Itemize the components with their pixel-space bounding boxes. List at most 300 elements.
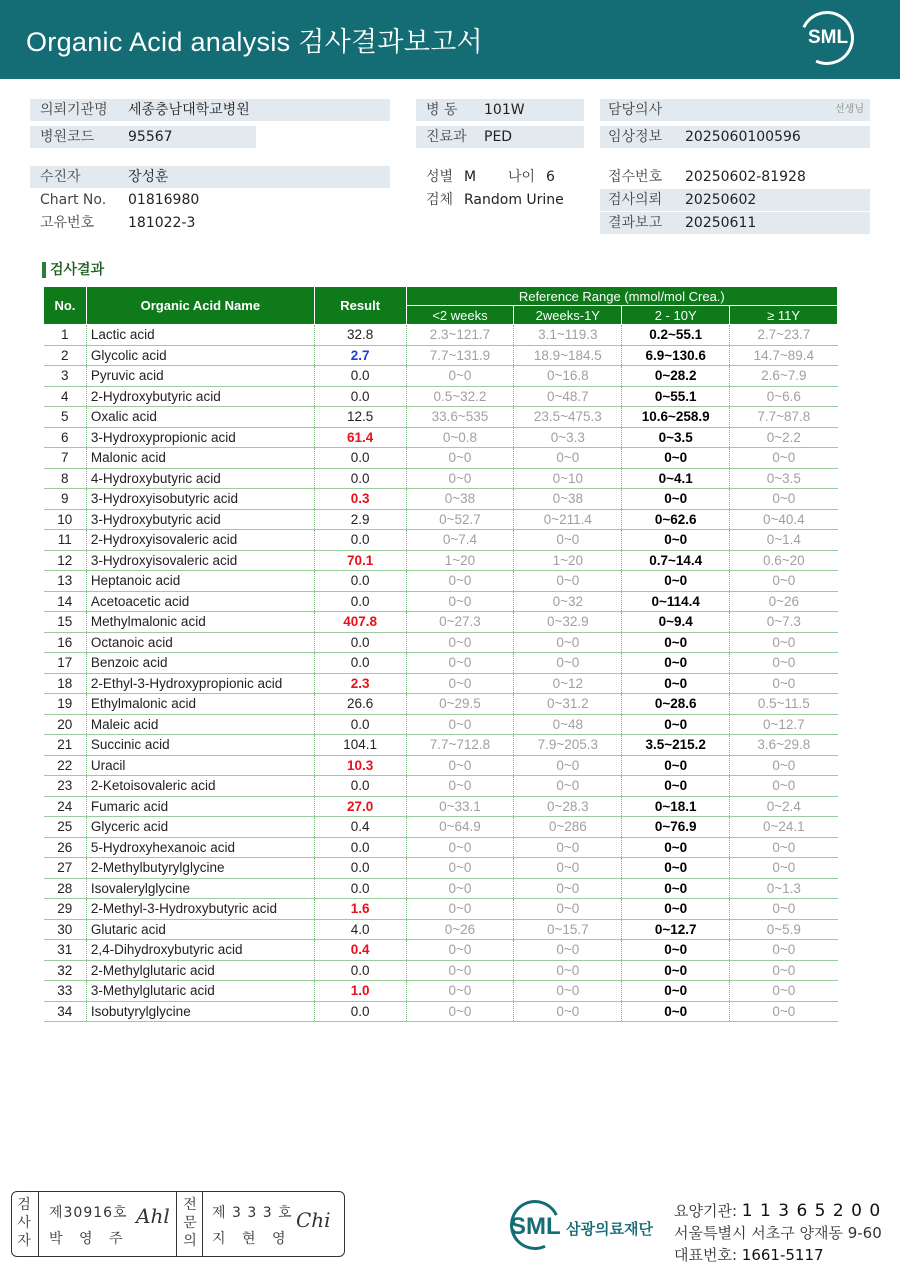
institution-field — [30, 99, 390, 121]
range-2-10y: 0.7~14.4 — [622, 550, 730, 571]
footer-code-label: 요양기관: — [674, 1202, 738, 1220]
row-number: 3 — [44, 366, 87, 387]
result-value: 0.0 — [314, 653, 406, 674]
uid-label: 고유번호 — [40, 215, 95, 231]
range-2-10y: 0~0 — [622, 940, 730, 961]
range-2w1y: 0~48.7 — [514, 386, 622, 407]
range-2-10y: 0~0 — [622, 899, 730, 920]
range-2w1y: 0~0 — [514, 653, 622, 674]
result-value: 104.1 — [314, 735, 406, 756]
clinical-field — [600, 126, 870, 148]
range-lt2w: 7.7~712.8 — [406, 735, 514, 756]
dept-field — [416, 126, 584, 148]
acid-name: 2,4-Dihydroxybutyric acid — [86, 940, 314, 961]
col-range-lt2w: <2 weeks — [406, 306, 514, 325]
range-2w1y: 0~38 — [514, 489, 622, 510]
result-value: 0.0 — [314, 960, 406, 981]
range-ge11y: 0~1.4 — [730, 530, 838, 551]
range-2-10y: 0~0 — [622, 776, 730, 797]
tester-name: 박 영 주 — [49, 1231, 129, 1247]
range-lt2w: 33.6~535 — [406, 407, 514, 428]
row-number: 26 — [44, 837, 87, 858]
acid-name: 2-Methylbutyrylglycine — [86, 858, 314, 879]
row-number: 6 — [44, 427, 87, 448]
table-row — [44, 694, 838, 715]
report-title: Organic Acid analysis 검사결과보고서 — [26, 27, 483, 57]
range-lt2w: 0~0 — [406, 940, 514, 961]
range-2w1y: 0~0 — [514, 858, 622, 879]
table-row — [44, 981, 838, 1002]
range-2w1y: 0~48 — [514, 714, 622, 735]
acid-name: Heptanoic acid — [86, 571, 314, 592]
range-2w1y: 0~16.8 — [514, 366, 622, 387]
specimen-label: 검체 — [426, 192, 454, 208]
acid-name: 2-Hydroxybutyric acid — [86, 386, 314, 407]
acid-name: 2-Ketoisovaleric acid — [86, 776, 314, 797]
doctor-field — [600, 99, 870, 121]
table-row — [44, 612, 838, 633]
range-2-10y: 0~0 — [622, 1001, 730, 1022]
row-number: 2 — [44, 345, 87, 366]
dept-value: PED — [484, 129, 513, 145]
table-row — [44, 714, 838, 735]
footer-org-name: 삼광의료재단 — [566, 1220, 653, 1238]
range-ge11y: 7.7~87.8 — [730, 407, 838, 428]
range-ge11y: 0~40.4 — [730, 509, 838, 530]
table-row — [44, 960, 838, 981]
ward-label: 병 동 — [426, 102, 458, 118]
result-value: 0.3 — [314, 489, 406, 510]
range-lt2w: 0~0 — [406, 981, 514, 1002]
result-value: 27.0 — [314, 796, 406, 817]
range-2w1y: 0~0 — [514, 940, 622, 961]
range-ge11y: 3.6~29.8 — [730, 735, 838, 756]
report-date-value: 20250611 — [685, 215, 757, 231]
acid-name: 3-Hydroxybutyric acid — [86, 509, 314, 530]
result-value: 0.0 — [314, 571, 406, 592]
range-ge11y: 0~0 — [730, 673, 838, 694]
acid-name: Lactic acid — [86, 325, 314, 346]
acid-name: 2-Ethyl-3-Hydroxypropionic acid — [86, 673, 314, 694]
range-ge11y: 2.7~23.7 — [730, 325, 838, 346]
range-2w1y: 3.1~119.3 — [514, 325, 622, 346]
acid-name: Fumaric acid — [86, 796, 314, 817]
result-value: 0.0 — [314, 468, 406, 489]
footer-address: 서울특별시 서초구 양재동 9-60 — [674, 1224, 882, 1242]
tester-label — [14, 1196, 34, 1250]
specialist-license: 제 3 3 3 호 — [212, 1205, 293, 1221]
acid-name: 5-Hydroxyhexanoic acid — [86, 837, 314, 858]
result-value: 1.0 — [314, 981, 406, 1002]
row-number: 13 — [44, 571, 87, 592]
result-value: 0.0 — [314, 858, 406, 879]
request-label: 검사의뢰 — [608, 192, 663, 208]
sex-age-field — [416, 166, 596, 188]
range-2-10y: 3.5~215.2 — [622, 735, 730, 756]
row-number: 5 — [44, 407, 87, 428]
patient-value: 장성훈 — [128, 169, 169, 185]
range-lt2w: 0~0.8 — [406, 427, 514, 448]
footer-phone — [674, 1244, 824, 1265]
range-lt2w: 2.3~121.7 — [406, 325, 514, 346]
range-2w1y: 7.9~205.3 — [514, 735, 622, 756]
range-2w1y: 0~10 — [514, 468, 622, 489]
range-ge11y: 0~2.4 — [730, 796, 838, 817]
range-lt2w: 0.5~32.2 — [406, 386, 514, 407]
result-value: 0.0 — [314, 714, 406, 735]
range-2w1y: 0~0 — [514, 632, 622, 653]
result-value: 407.8 — [314, 612, 406, 633]
range-lt2w: 0~26 — [406, 919, 514, 940]
range-2-10y: 0~0 — [622, 448, 730, 469]
table-row — [44, 735, 838, 756]
row-number: 8 — [44, 468, 87, 489]
divider — [202, 1192, 203, 1256]
range-lt2w: 0~0 — [406, 366, 514, 387]
row-number: 30 — [44, 919, 87, 940]
range-2-10y: 0~12.7 — [622, 919, 730, 940]
range-2w1y: 0~0 — [514, 899, 622, 920]
range-2-10y: 0~76.9 — [622, 817, 730, 838]
table-row — [44, 673, 838, 694]
range-ge11y: 0~0 — [730, 571, 838, 592]
uid-field — [30, 212, 390, 234]
acid-name: 2-Methylglutaric acid — [86, 960, 314, 981]
range-2w1y: 0~0 — [514, 755, 622, 776]
table-row — [44, 448, 838, 469]
row-number: 32 — [44, 960, 87, 981]
row-number: 7 — [44, 448, 87, 469]
dept-label: 진료과 — [426, 129, 467, 145]
table-row — [44, 755, 838, 776]
row-number: 28 — [44, 878, 87, 899]
row-number: 33 — [44, 981, 87, 1002]
result-value: 0.0 — [314, 366, 406, 387]
range-lt2w: 0~29.5 — [406, 694, 514, 715]
range-lt2w: 0~0 — [406, 714, 514, 735]
range-2-10y: 0~62.6 — [622, 509, 730, 530]
receipt-field — [600, 166, 870, 188]
result-value: 70.1 — [314, 550, 406, 571]
range-2-10y: 0~28.2 — [622, 366, 730, 387]
range-ge11y: 0~0 — [730, 755, 838, 776]
specialist-label-char: 문 — [183, 1215, 197, 1231]
row-number: 9 — [44, 489, 87, 510]
table-row — [44, 489, 838, 510]
col-name-header: Organic Acid Name — [86, 287, 314, 325]
range-2-10y: 0~0 — [622, 489, 730, 510]
receipt-value: 20250602-81928 — [685, 169, 806, 185]
specialist-label-char: 의 — [183, 1233, 197, 1249]
acid-name: Glutaric acid — [86, 919, 314, 940]
row-number: 24 — [44, 796, 87, 817]
range-ge11y: 0~0 — [730, 489, 838, 510]
range-2w1y: 0~32.9 — [514, 612, 622, 633]
range-ge11y: 0~26 — [730, 591, 838, 612]
tester-signature: Ahl — [136, 1204, 170, 1228]
result-value: 10.3 — [314, 755, 406, 776]
range-2w1y: 0~0 — [514, 981, 622, 1002]
acid-name: Octanoic acid — [86, 632, 314, 653]
range-lt2w: 0~0 — [406, 571, 514, 592]
row-number: 20 — [44, 714, 87, 735]
range-2w1y: 0~12 — [514, 673, 622, 694]
row-number: 22 — [44, 755, 87, 776]
ward-field — [416, 99, 584, 121]
range-ge11y: 0~0 — [730, 960, 838, 981]
result-value: 0.0 — [314, 776, 406, 797]
specialist-label-char: 전 — [183, 1197, 197, 1213]
range-2-10y: 6.9~130.6 — [622, 345, 730, 366]
chart-field — [30, 189, 390, 211]
range-ge11y: 0~0 — [730, 653, 838, 674]
range-2w1y: 0~0 — [514, 448, 622, 469]
result-value: 2.3 — [314, 673, 406, 694]
range-ge11y: 0~2.2 — [730, 427, 838, 448]
range-2w1y: 0~211.4 — [514, 509, 622, 530]
acid-name: Isovalerylglycine — [86, 878, 314, 899]
range-lt2w: 0~52.7 — [406, 509, 514, 530]
range-ge11y: 0~0 — [730, 858, 838, 879]
table-row — [44, 468, 838, 489]
range-ge11y: 0~1.3 — [730, 878, 838, 899]
range-lt2w: 0~0 — [406, 776, 514, 797]
range-2-10y: 0~0 — [622, 632, 730, 653]
table-row — [44, 776, 838, 797]
row-number: 15 — [44, 612, 87, 633]
result-value: 0.0 — [314, 591, 406, 612]
range-ge11y: 0~0 — [730, 632, 838, 653]
range-2-10y: 0~3.5 — [622, 427, 730, 448]
table-row — [44, 919, 838, 940]
range-2w1y: 0~32 — [514, 591, 622, 612]
result-value: 0.0 — [314, 448, 406, 469]
col-ref-header: Reference Range (mmol/mol Crea.) — [406, 287, 837, 306]
divider — [176, 1192, 177, 1256]
row-number: 18 — [44, 673, 87, 694]
range-ge11y: 0~24.1 — [730, 817, 838, 838]
report-header — [0, 0, 900, 79]
acid-name: Glyceric acid — [86, 817, 314, 838]
acid-name: Uracil — [86, 755, 314, 776]
range-2-10y: 0~18.1 — [622, 796, 730, 817]
range-2w1y: 0~0 — [514, 960, 622, 981]
row-number: 4 — [44, 386, 87, 407]
row-number: 10 — [44, 509, 87, 530]
col-result-header: Result — [314, 287, 406, 325]
institution-value: 세종충남대학교병원 — [128, 102, 250, 118]
results-table — [43, 286, 838, 1022]
row-number: 29 — [44, 899, 87, 920]
range-2-10y: 0~0 — [622, 653, 730, 674]
acid-name: 3-Hydroxypropionic acid — [86, 427, 314, 448]
range-2-10y: 0~0 — [622, 878, 730, 899]
table-row — [44, 899, 838, 920]
result-value: 4.0 — [314, 919, 406, 940]
result-value: 0.0 — [314, 530, 406, 551]
result-value: 1.6 — [314, 899, 406, 920]
acid-name: 4-Hydroxybutyric acid — [86, 468, 314, 489]
range-ge11y: 0~7.3 — [730, 612, 838, 633]
row-number: 23 — [44, 776, 87, 797]
acid-name: Acetoacetic acid — [86, 591, 314, 612]
clinical-value: 2025060100596 — [685, 129, 801, 145]
col-no-header: No. — [44, 287, 87, 325]
table-row — [44, 653, 838, 674]
range-2-10y: 0~0 — [622, 530, 730, 551]
row-number: 11 — [44, 530, 87, 551]
result-value: 2.7 — [314, 345, 406, 366]
row-number: 25 — [44, 817, 87, 838]
range-lt2w: 0~0 — [406, 673, 514, 694]
range-2w1y: 23.5~475.3 — [514, 407, 622, 428]
range-2w1y: 0~0 — [514, 530, 622, 551]
footer-phone-label: 대표번호: — [674, 1246, 738, 1264]
range-2-10y: 0~28.6 — [622, 694, 730, 715]
table-row — [44, 345, 838, 366]
result-value: 0.4 — [314, 817, 406, 838]
table-row — [44, 530, 838, 551]
hospital-code-label: 병원코드 — [40, 129, 95, 145]
acid-name: 3-Hydroxyisovaleric acid — [86, 550, 314, 571]
range-lt2w: 0~0 — [406, 1001, 514, 1022]
range-2-10y: 0~9.4 — [622, 612, 730, 633]
col-range-ge11y: ≥ 11Y — [730, 306, 838, 325]
result-value: 12.5 — [314, 407, 406, 428]
table-row — [44, 427, 838, 448]
acid-name: 3-Methylglutaric acid — [86, 981, 314, 1002]
sex-value: M — [464, 169, 477, 185]
range-ge11y: 0~0 — [730, 899, 838, 920]
acid-name: Isobutyrylglycine — [86, 1001, 314, 1022]
range-ge11y: 0~5.9 — [730, 919, 838, 940]
doctor-suffix: 선생님 — [835, 104, 864, 115]
tester-label-char: 자 — [17, 1233, 31, 1249]
results-body — [44, 325, 838, 1022]
range-ge11y: 2.6~7.9 — [730, 366, 838, 387]
section-title: 검사결과 — [42, 262, 104, 278]
range-2-10y: 0~0 — [622, 714, 730, 735]
range-2w1y: 0~0 — [514, 837, 622, 858]
col-range-2-10y: 2 - 10Y — [622, 306, 730, 325]
result-value: 0.0 — [314, 878, 406, 899]
chart-label: Chart No. — [40, 192, 107, 208]
acid-name: Benzoic acid — [86, 653, 314, 674]
patient-field — [30, 166, 390, 188]
acid-name: Ethylmalonic acid — [86, 694, 314, 715]
row-number: 1 — [44, 325, 87, 346]
hospital-code-field — [30, 126, 256, 148]
range-2-10y: 0.2~55.1 — [622, 325, 730, 346]
row-number: 14 — [44, 591, 87, 612]
range-2w1y: 0~0 — [514, 878, 622, 899]
range-2-10y: 10.6~258.9 — [622, 407, 730, 428]
patient-label: 수진자 — [40, 169, 81, 185]
range-lt2w: 1~20 — [406, 550, 514, 571]
divider — [38, 1192, 39, 1256]
table-row — [44, 571, 838, 592]
request-field — [600, 189, 870, 211]
range-ge11y: 0~0 — [730, 776, 838, 797]
result-value: 2.9 — [314, 509, 406, 530]
ward-value: 101W — [484, 102, 525, 118]
doctor-label: 담당의사 — [608, 102, 663, 118]
range-2-10y: 0~55.1 — [622, 386, 730, 407]
acid-name: Malonic acid — [86, 448, 314, 469]
result-value: 0.0 — [314, 632, 406, 653]
range-lt2w: 0~0 — [406, 755, 514, 776]
range-2w1y: 18.9~184.5 — [514, 345, 622, 366]
footer-code — [674, 1200, 881, 1221]
hospital-code-value: 95567 — [128, 129, 173, 145]
range-2w1y: 0~286 — [514, 817, 622, 838]
range-2w1y: 0~3.3 — [514, 427, 622, 448]
footer-code-value: 1 1 3 6 5 2 0 0 — [741, 1201, 882, 1221]
range-lt2w: 0~0 — [406, 858, 514, 879]
range-lt2w: 0~0 — [406, 653, 514, 674]
table-row — [44, 878, 838, 899]
range-lt2w: 0~64.9 — [406, 817, 514, 838]
range-lt2w: 0~7.4 — [406, 530, 514, 551]
age-value: 6 — [546, 169, 555, 185]
table-row — [44, 386, 838, 407]
result-value: 0.0 — [314, 837, 406, 858]
range-ge11y: 0~0 — [730, 837, 838, 858]
range-ge11y: 0~0 — [730, 981, 838, 1002]
table-row — [44, 550, 838, 571]
range-lt2w: 0~33.1 — [406, 796, 514, 817]
result-value: 61.4 — [314, 427, 406, 448]
result-value: 32.8 — [314, 325, 406, 346]
range-ge11y: 0.6~20 — [730, 550, 838, 571]
table-row — [44, 632, 838, 653]
range-lt2w: 0~0 — [406, 899, 514, 920]
acid-name: 2-Methyl-3-Hydroxybutyric acid — [86, 899, 314, 920]
row-number: 12 — [44, 550, 87, 571]
receipt-label: 접수번호 — [608, 169, 663, 185]
report-date-field — [600, 212, 870, 234]
sex-label: 성별 — [426, 169, 454, 185]
result-value: 26.6 — [314, 694, 406, 715]
tester-label-char: 검 — [17, 1197, 31, 1213]
range-lt2w: 0~0 — [406, 468, 514, 489]
row-number: 31 — [44, 940, 87, 961]
acid-name: Maleic acid — [86, 714, 314, 735]
row-number: 19 — [44, 694, 87, 715]
range-ge11y: 0~12.7 — [730, 714, 838, 735]
result-value: 0.0 — [314, 386, 406, 407]
range-lt2w: 0~27.3 — [406, 612, 514, 633]
table-row — [44, 1001, 838, 1022]
sml-footer-logo: SML — [510, 1213, 561, 1240]
range-2w1y: 1~20 — [514, 550, 622, 571]
range-2-10y: 0~114.4 — [622, 591, 730, 612]
range-lt2w: 7.7~131.9 — [406, 345, 514, 366]
request-value: 20250602 — [685, 192, 757, 208]
range-2-10y: 0~0 — [622, 755, 730, 776]
institution-label: 의뢰기관명 — [40, 102, 108, 118]
table-row — [44, 509, 838, 530]
table-row — [44, 366, 838, 387]
table-row — [44, 591, 838, 612]
range-2w1y: 0~28.3 — [514, 796, 622, 817]
acid-name: Methylmalonic acid — [86, 612, 314, 633]
range-ge11y: 0~0 — [730, 940, 838, 961]
acid-name: 2-Hydroxyisovaleric acid — [86, 530, 314, 551]
result-value: 0.4 — [314, 940, 406, 961]
row-number: 34 — [44, 1001, 87, 1022]
tester-label-char: 사 — [17, 1215, 31, 1231]
